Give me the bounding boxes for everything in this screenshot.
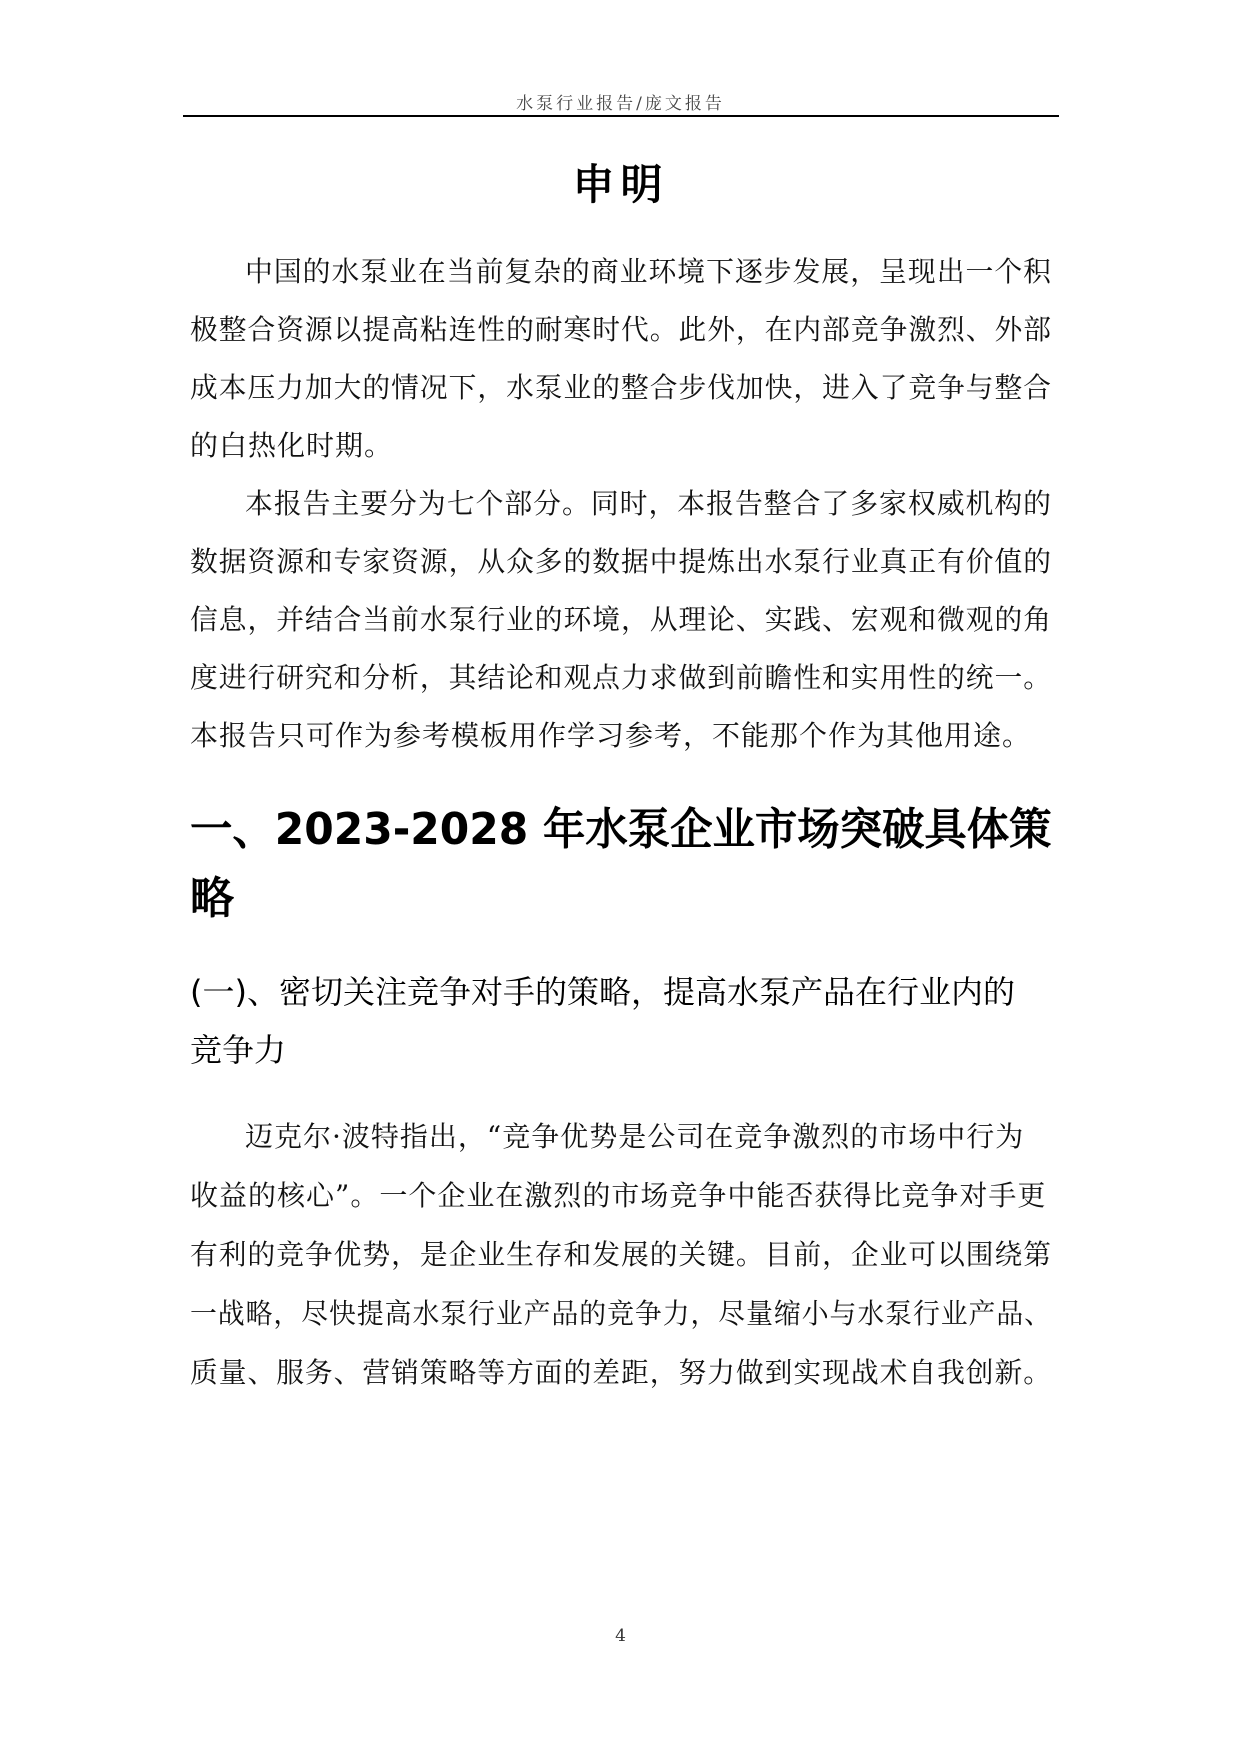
paragraph-line: 本报告只可作为参考模板用作学习参考，不能那个作为其他用途。 <box>190 719 1032 752</box>
paragraph-line: 质量、服务、营销策略等方面的差距，努力做到实现战术自我创新。 <box>190 1356 1053 1389</box>
paragraph-line: 本报告主要分为七个部分。同时，本报告整合了多家权威机构的 <box>245 487 1052 520</box>
header-rule <box>183 115 1059 117</box>
paragraph-line: 数据资源和专家资源，从众多的数据中提炼出水泵行业真正有价值的 <box>190 545 1053 578</box>
paragraph-line: 迈克尔·波特指出，“竞争优势是公司在竞争激烈的市场中行为 <box>245 1120 1025 1153</box>
paragraph-line: 收益的核心”。一个企业在激烈的市场竞争中能否获得比竞争对手更 <box>190 1179 1047 1212</box>
heading-line: 一、2023-2028 年水泵企业市场突破具体策 <box>190 804 1052 855</box>
paragraph-line: 有利的竞争优势，是企业生存和发展的关键。目前，企业可以围绕第 <box>190 1238 1053 1271</box>
paragraph-line: 一战略，尽快提高水泵行业产品的竞争力，尽量缩小与水泵行业产品、 <box>190 1297 1052 1330</box>
heading-line: 竞争力 <box>190 1031 287 1069</box>
paragraph-line: 度进行研究和分析，其结论和观点力求做到前瞻性和实用性的统一。 <box>190 661 1053 694</box>
paragraph-line: 极整合资源以提高粘连性的耐寒时代。此外，在内部竞争激烈、外部 <box>190 313 1053 346</box>
heading-line: 略 <box>190 873 234 924</box>
page-title: 申明 <box>572 160 669 209</box>
heading-line: (一)、密切关注竞争对手的策略，提高水泵产品在行业内的 <box>190 973 1015 1011</box>
running-header: 水泵行业报告/庞文报告 <box>516 94 725 114</box>
paragraph-line: 中国的水泵业在当前复杂的商业环境下逐步发展，呈现出一个积 <box>245 255 1052 288</box>
paragraph-line: 的白热化时期。 <box>190 429 394 462</box>
paragraph-line: 成本压力加大的情况下，水泵业的整合步伐加快，进入了竞争与整合 <box>190 371 1053 404</box>
paragraph-line: 信息，并结合当前水泵行业的环境，从理论、实践、宏观和微观的角 <box>190 603 1053 636</box>
page-number: 4 <box>615 1626 626 1646</box>
